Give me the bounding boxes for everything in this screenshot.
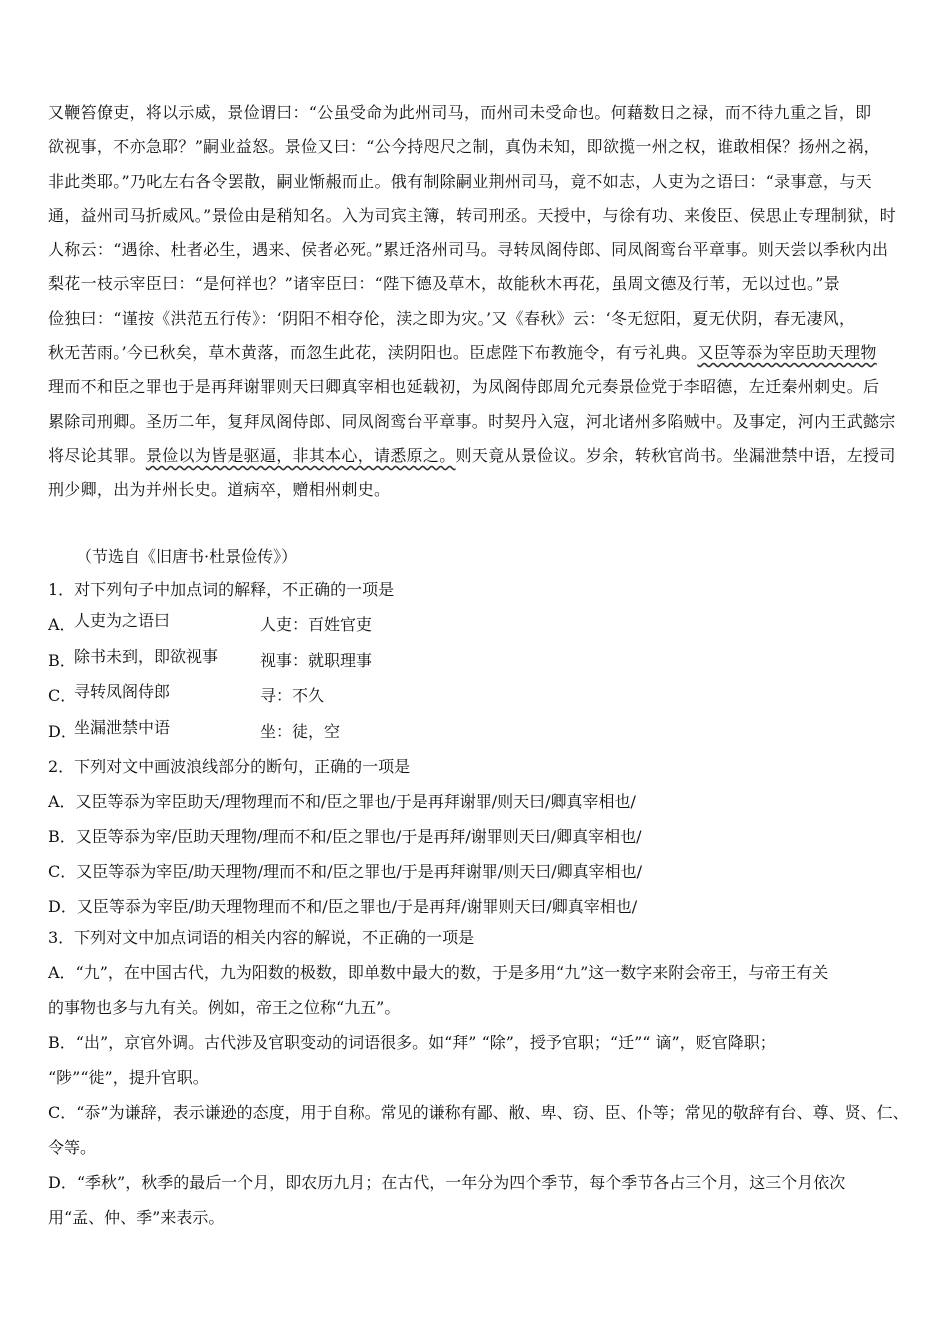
- passage-line: 通，益州司马折威风。”景俭由是稍知名。入为司宾主簿，转司刑丞。天授中，与徐有功、来俊臣、侯思止专理制狱，时: [48, 205, 897, 225]
- passage-line: [48, 439, 908, 473]
- question-stem: 2．下列对文中画波浪线部分的断句，正确的一项是: [48, 757, 411, 776]
- passage-line: 刑少卿，出为并州长史。道病卒，赠相州刺史。: [48, 480, 391, 500]
- question-stem: 3．下列对文中加点词语的相关内容的解说，不正确的一项是: [48, 928, 475, 947]
- classical-chinese-passage: [48, 96, 908, 508]
- option-gloss: 视事：就职理事: [260, 651, 373, 670]
- passage-text: 秋无苦雨。’今已秋矣，草木黄落，而忽生此花，渎阴阳也。臣虑陛下布教施令，有亏礼典。: [48, 343, 698, 363]
- option-row: B．又臣等忝为宰/臣助天理物/理而不和/臣之罪也/于是再拜/谢罪则天曰/卿真宰相也/: [48, 827, 642, 846]
- option-continuation: 用“孟、仲、季”来表示。: [48, 1208, 225, 1227]
- option-phrase: 人吏为之语曰: [74, 611, 171, 630]
- option-row: A．又臣等忝为宰臣助天/理物理而不和/臣之罪也/于是再拜谢罪/则天曰/卿真宰相也/: [48, 792, 636, 811]
- option-row: [48, 682, 325, 708]
- wavy-underlined-segment: 景俭以为皆是驱逼，非其本心，请悉原之。: [145, 445, 456, 465]
- passage-source: （节选自《旧唐书·杜景俭传》）: [76, 547, 298, 566]
- option-gloss: 坐：徒，空: [260, 722, 341, 741]
- option-row: B．“出”，京官外调。古代涉及官职变动的词语很多。如“拜” “除”，授予官职；“迁”“ 谪”，贬官降职；: [48, 1033, 776, 1052]
- option-row: [48, 611, 373, 637]
- option-row: C．又臣等忝为宰臣/助天理物/理而不和/臣之罪也/于是再拜谢罪/则天曰/卿真宰相也/: [48, 862, 642, 881]
- option-row: D．又臣等忝为宰臣/助天理物理而不和/臣之罪也/于是再拜/谢罪则天曰/卿真宰相也/: [48, 897, 638, 916]
- option-label: D．: [48, 722, 77, 741]
- passage-line: 累除司刑卿。圣历二年，复拜凤阁侍郎、同凤阁鸾台平章事。时契丹入寇，河北诸州多陷贼中。及事定，河内王武懿宗: [48, 411, 896, 431]
- passage-text: 将尽论其罪。: [48, 445, 146, 465]
- option-gloss: 人吏：百姓官吏: [260, 615, 373, 634]
- passage-line: 俭独曰：“谨按《洪范五行传》：‘阴阳不相夺伦，渎之即为灾。’又《春秋》云：‘冬无愆阳，夏无伏阴，春无凄风，: [48, 308, 856, 328]
- option-label: B．: [48, 651, 76, 670]
- passage-text: 则天竟从景俭议。岁余，转秋官尚书。坐漏泄禁中语，左授司: [455, 445, 896, 465]
- option-row: C．“忝”为谦辞，表示谦逊的态度，用于自称。常见的谦称有鄙、敝、卑、窃、臣、仆等；常见的敬辞有台、尊、贤、仁、: [48, 1103, 909, 1122]
- option-row: [48, 718, 341, 744]
- option-row: D．“季秋”，秋季的最后一个月，即农历九月；在古代，一年分为四个季节，每个季节各占三个月，这三个月依次: [48, 1173, 846, 1192]
- passage-line: [48, 336, 908, 370]
- option-row: [48, 647, 373, 673]
- passage-line: 欲视事，不亦急耶？”嗣业益怒。景俭又曰：“公今持咫尺之制，真伪未知，即欲揽一州之权，谁敢相保？扬州之祸，: [48, 137, 880, 157]
- wavy-underlined-segment: 又臣等忝为宰臣助天理物: [697, 343, 877, 363]
- option-row: A．“九”，在中国古代，九为阳数的极数，即单数中最大的数，于是多用“九”这一数字来附会帝王，与帝王有关: [48, 963, 829, 982]
- option-continuation: “陟”“徙”，提升官职。: [48, 1068, 209, 1087]
- option-continuation: 的事物也多与九有关。例如，帝王之位称“九五”。: [48, 998, 401, 1017]
- passage-line: 非此类耶。”乃叱左右各令罢散，嗣业惭赧而止。俄有制除嗣业荆州司马，竟不如志，人吏为之语曰：“录事意，与天: [48, 171, 872, 191]
- question-stem: 1．对下列句子中加点词的解释，不正确的一项是: [48, 580, 395, 599]
- option-phrase: 坐漏泄禁中语: [74, 718, 171, 737]
- option-continuation: 令等。: [48, 1138, 97, 1157]
- option-gloss: 寻：不久: [260, 686, 325, 705]
- passage-line: 又鞭笞僚吏，将以示威，景俭谓曰：“公虽受命为此州司马，而州司未受命也。何藉数日之禄，而不待九重之旨，即: [48, 103, 872, 122]
- option-label: C．: [48, 686, 77, 705]
- option-phrase: 寻转凤阁侍郎: [74, 682, 171, 701]
- passage-line: 理而不和臣之罪也于是再拜谢罪则天曰卿真宰相也延载初，为凤阁侍郎周允元奏景俭党于李昭德，左迁秦州刺史。后: [48, 377, 880, 397]
- option-phrase: 除书未到，即欲视事: [74, 647, 219, 666]
- passage-line: 人称云：“遇徐、杜者必生，遇来、侯者必死。”累迁洛州司马。寻转凤阁侍郎、同凤阁鸾台平章事。则天尝以季秋内出: [48, 240, 889, 260]
- option-label: A．: [48, 615, 76, 634]
- passage-line: 梨花一枝示宰臣曰：“是何祥也？”诸宰臣曰：“陛下德及草木，故能秋木再花，虽周文德及行苇，无以过也。”景: [48, 274, 841, 294]
